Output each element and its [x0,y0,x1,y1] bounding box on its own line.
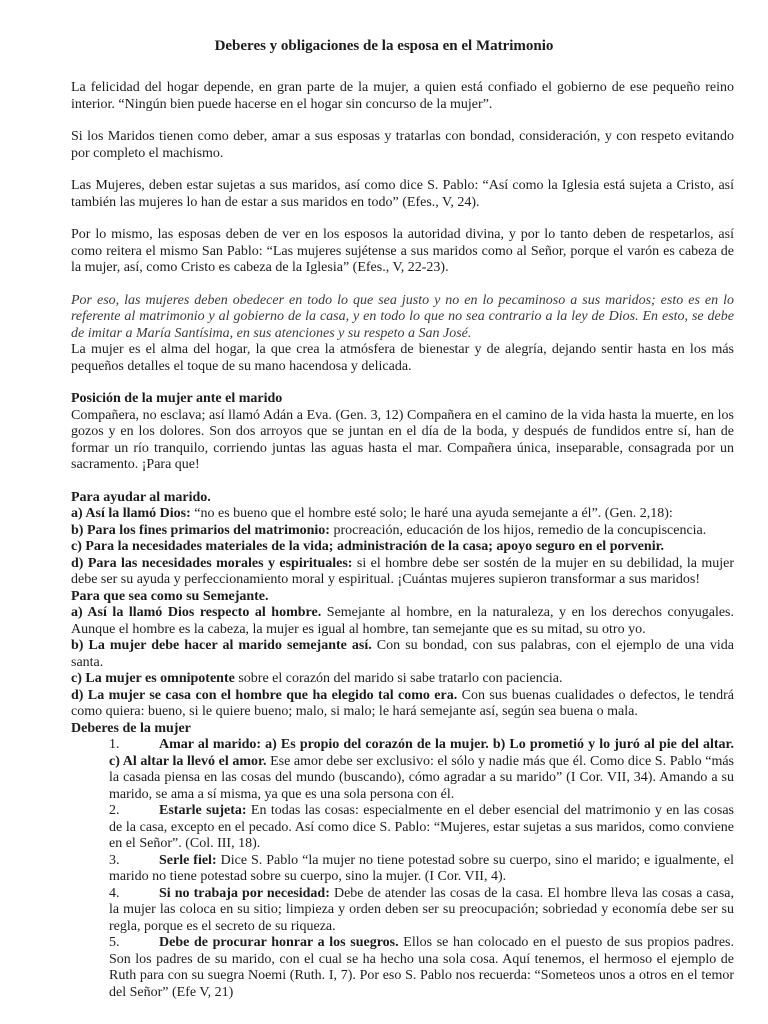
semejante-item-label: a) Así la llamó Dios respecto al hombre. [71,605,322,620]
ayudar-item [71,506,734,523]
deberes-item-label: Si no trabaja por necesidad: [159,885,330,901]
semejante-item [71,688,734,721]
soul-paragraph: La mujer es el alma del hogar, la que crea la atmósfera de bienestar y de alegría, dejando sentir hasta en los más pequeños detalles el toque de su mano hacendosa y delicada. [71,342,734,374]
semejante-item-text: Con su bondad, con sus palabras, con el ejemplo de una vida santa. [71,638,735,670]
posicion-text: Compañera, no esclava; así llamó Adán a Eva. (Gen. 3, 12) Compañera en el camino de la vida hasta la muerte, en los gozos y en los dolores. Son dos arroyos que se juntan en el día de la boda, y después de fundidos entre sí, han de formar un río tranquilo, corriendo juntas las aguas hasta el mar. Compañera única, inseparable, consagrada por un sacramento. ¡Para que! [71,407,734,472]
intro-paragraph: Por lo mismo, las esposas deben de ver en los esposos la autoridad divina, y por lo tanto deben de respetarlos, así como reitera el mismo San Pablo: “Las mujeres sujétense a sus maridos como al Señor, porque el varón es cabeza de la mujer, así, como Cristo es cabeza de la Iglesia” (Efes., V, 22-23). [71,227,734,275]
ayudar-item-text: “no es bueno que el hombre esté solo; le haré una ayuda semejante a él”. (Gen. 2,18): [190,506,673,521]
deberes-item-text: Ellos se han colocado en el puesto de sus propios padres. Son los padres de su marido, con el cual se ha hecho una sola cosa. Aquí tenemos, el hermoso el ejemplo de Ruth para con su suegra Noemi (Ruth. I, 7). Por eso S. Pablo nos recuerda: “Someteos unos a otros en el temor del Señor” (Efe V, 21) [109,935,734,1000]
intro-paragraph: Las Mujeres, deben estar sujetas a sus maridos, así como dice S. Pablo: “Así como la Iglesia está sujeta a Cristo, así también las mujeres lo han de estar a sus maridos en todo” (Efes., V, 24). [71,178,734,210]
section-heading-ayudar: Para ayudar al marido. [71,489,211,505]
semejante-item [71,638,734,671]
semejante-item-text: Semejante al hombre, en la naturaleza, y en los derechos conyugales. Aunque el hombre es la cabeza, la mujer es igual al hombre, tan semejante que es su mitad, su otro yo. [71,605,735,637]
deberes-list [71,737,734,1001]
ayudar-item-label: c) Para la necesidades materiales de la vida; administración de la casa; apoyo seguro en el porvenir. [71,539,665,554]
semejante-item-text: sobre el corazón del marido si sabe tratarlo con paciencia. [234,671,563,686]
intro-paragraph: Si los Maridos tienen como deber, amar a sus esposas y tratarlas con bondad, consideración, y con respeto evitando por completo el machismo. [71,129,734,161]
section-heading-semejante: Para que sea como su Semejante. [71,588,269,604]
deberes-item-text: Dice S. Pablo “la mujer no tiene potestad sobre su cuerpo, sino el marido; e igualmente, el marido no tiene potestad sobre su cuerpo, sino la mujer. (I Cor. VII, 4). [109,852,735,884]
section-heading-posicion: Posición de la mujer ante el marido [71,391,283,406]
ayudar-item-label: b) Para los fines primarios del matrimonio: [71,522,330,538]
deberes-item [109,853,734,886]
ayudar-item [71,523,734,540]
deberes-item-number: 5. [109,935,120,950]
deberes-item-number: 4. [109,885,120,901]
deberes-item-label: Serle fiel: [159,852,217,868]
semejante-item-label: c) La mujer es omnipotente [71,671,235,686]
ayudar-item-label: d) Para las necesidades morales y espirituales: [71,555,353,571]
ayudar-item-text: si el hombre debe ser sostén de la mujer en su debilidad, la mujer debe ser su ayuda y perfeccionamiento moral y espiritual. ¡Cuántas mujeres supieron transformar a sus maridos! [71,555,735,587]
deberes-item [109,737,734,803]
deberes-item-text: Ese amor debe ser exclusivo: el sólo y nadie más que él. Como dice S. Pablo “más la casada piensa en las cosas del mundo (buscando), cómo agradar a su marido” (I Cor. VII, 34). Amando a su marido, se ama a sí misma, ya que es una sola persona con él. [109,753,734,802]
deberes-item [109,886,734,936]
deberes-item-label: Amar al marido: a) Es propio del corazón de la mujer. b) Lo prometió y lo juró al pie del altar. c) Al altar la llevó el amor. [109,737,734,769]
deberes-item-number: 1. [109,737,120,752]
deberes-item [109,935,734,1001]
intro-paragraph: La felicidad del hogar depende, en gran parte de la mujer, a quien está confiado el gobierno de ese pequeño reino interior. “Ningún bien puede hacerse en el hogar sin concurso de la mujer”. [71,80,734,112]
section-heading-deberes: Deberes de la mujer [71,720,191,736]
ayudar-item [71,556,734,589]
deberes-item-text: En todas las cosas: especialmente en el deber esencial del matrimonio y en las cosas de la casa, excepto en el pecado. Así como dice S. Pablo: “Mujeres, estar sujetas a sus maridos, como conviene en el Señor”. (Col. III, 18). [109,803,735,851]
semejante-item-label: d) La mujer se casa con el hombre que ha elegido tal como era. [71,687,458,703]
deberes-item-label: Debe de procurar honrar a los suegros. [159,935,399,950]
ayudar-item-label: a) Así la llamó Dios: [71,506,191,521]
document-body [71,80,734,1001]
ayudar-item [71,539,734,556]
deberes-item-number: 3. [109,852,120,868]
semejante-item [71,671,734,688]
semejante-item [71,605,734,638]
deberes-item [109,803,734,853]
italic-paragraph: Por eso, las mujeres deben obedecer en todo lo que sea justo y no en lo pecaminoso a sus maridos; esto es en lo referente al matrimonio y al gobierno de la casa, y en todo lo que no sea contrario a la ley de Dios. En esto, se debe de imitar a María Santísima, en sus atenciones y su respeto a San José. [71,292,734,341]
semejante-item-text: Con sus buenas cualidades o defectos, le tendrá como quiera: bueno, si le quiere bueno; malo, si malo; le hará semejante así, según sea buena o mala. [71,687,734,719]
deberes-item-text: Debe de atender las cosas de la casa. El hombre lleva las cosas a casa, la mujer las coloca en su sitio; limpieza y orden deben ser su preocupación; sobriedad y economía debe ser su regla, porque es el secreto de su riqueza. [109,885,734,934]
document-title: Deberes y obligaciones de la esposa en el Matrimonio [214,38,554,54]
semejante-item-label: b) La mujer debe hacer al marido semejante así. [71,638,372,653]
deberes-item-label: Estarle sujeta: [159,803,247,818]
deberes-item-number: 2. [109,803,120,818]
ayudar-item-text: procreación, educación de los hijos, remedio de la concupiscencia. [329,522,707,538]
